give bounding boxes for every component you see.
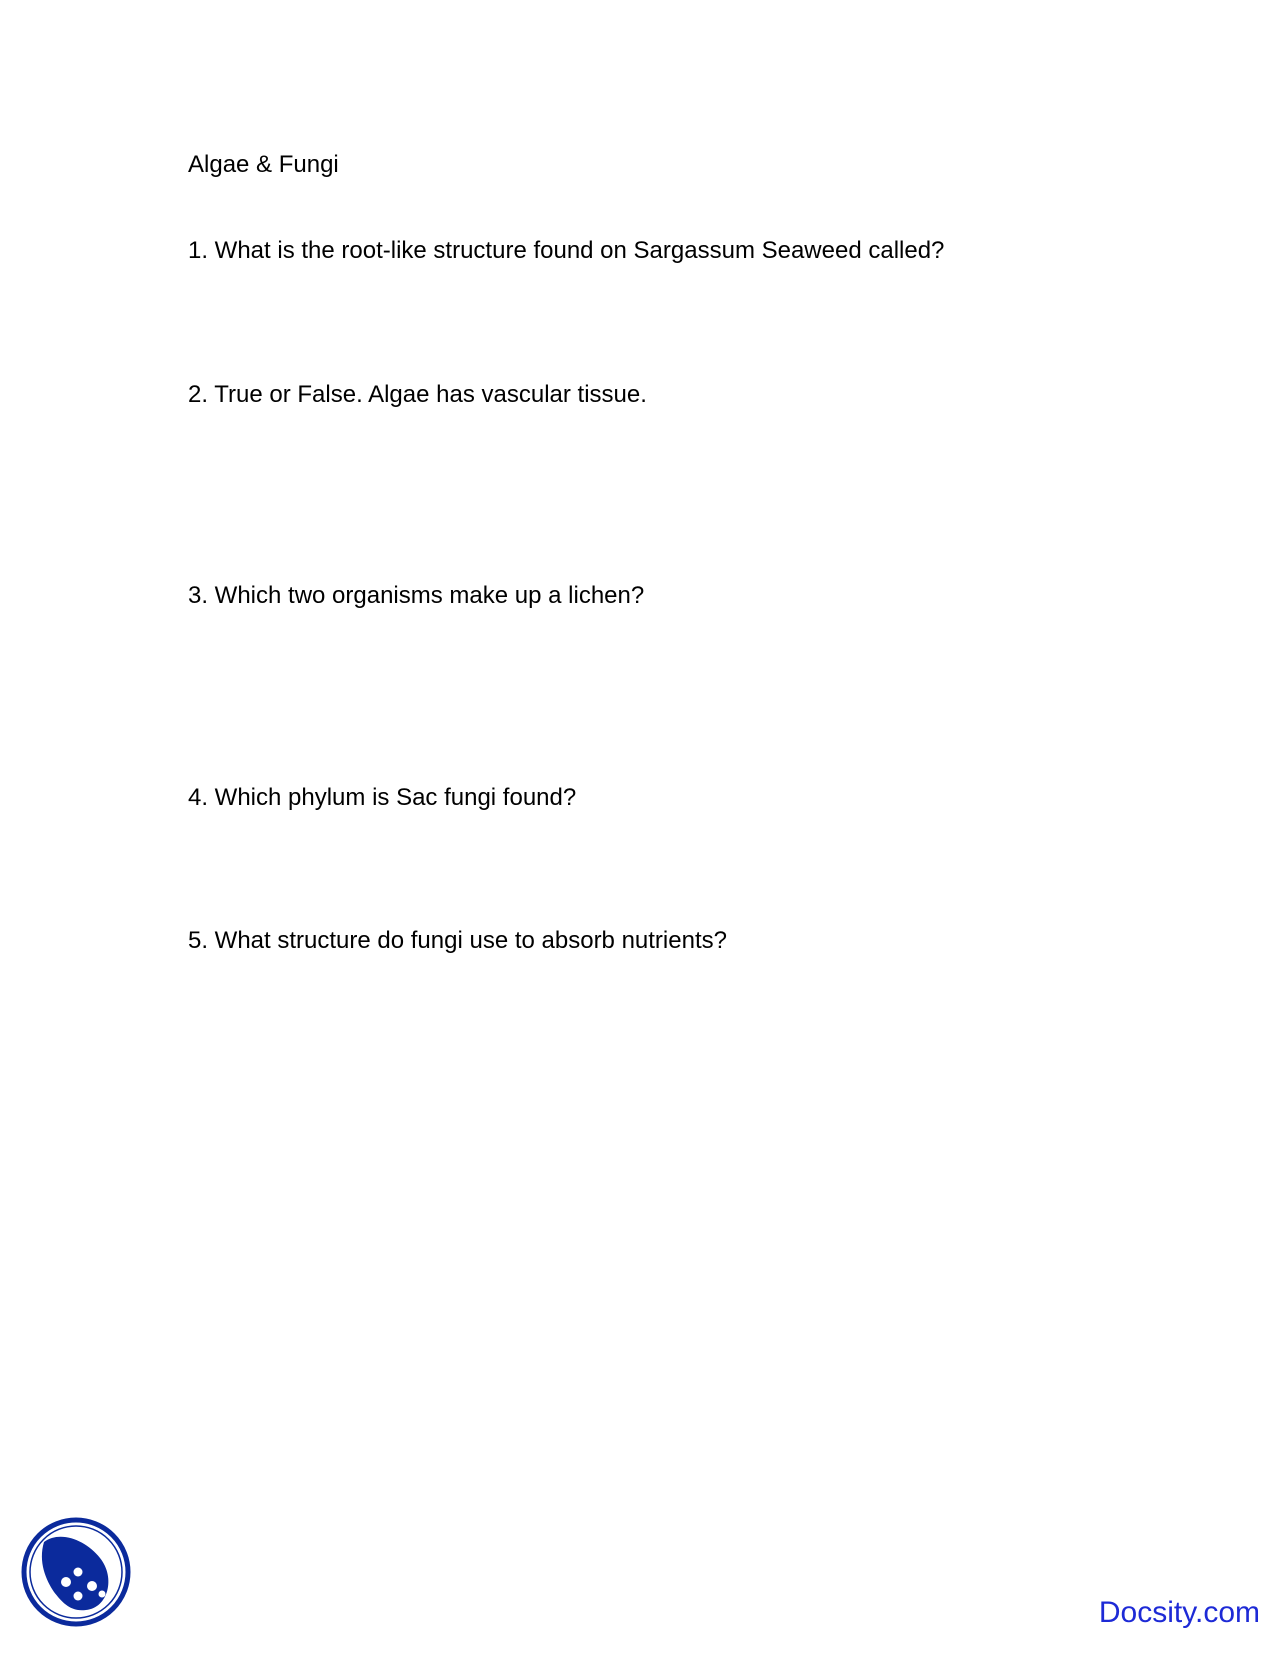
question-4: 4. Which phylum is Sac fungi found? xyxy=(188,784,577,811)
question-1: 1. What is the root-like structure found on Sargassum Seaweed called? xyxy=(188,237,945,264)
docsity-logo-icon xyxy=(20,1516,132,1628)
docsity-link[interactable]: Docsity.com xyxy=(1098,1596,1260,1629)
question-5: 5. What structure do fungi use to absorb nutrients? xyxy=(188,927,727,954)
question-3: 3. Which two organisms make up a lichen? xyxy=(188,582,645,609)
question-2: 2. True or False. Algae has vascular tissue. xyxy=(188,381,647,408)
document-title: Algae & Fungi xyxy=(188,151,339,178)
